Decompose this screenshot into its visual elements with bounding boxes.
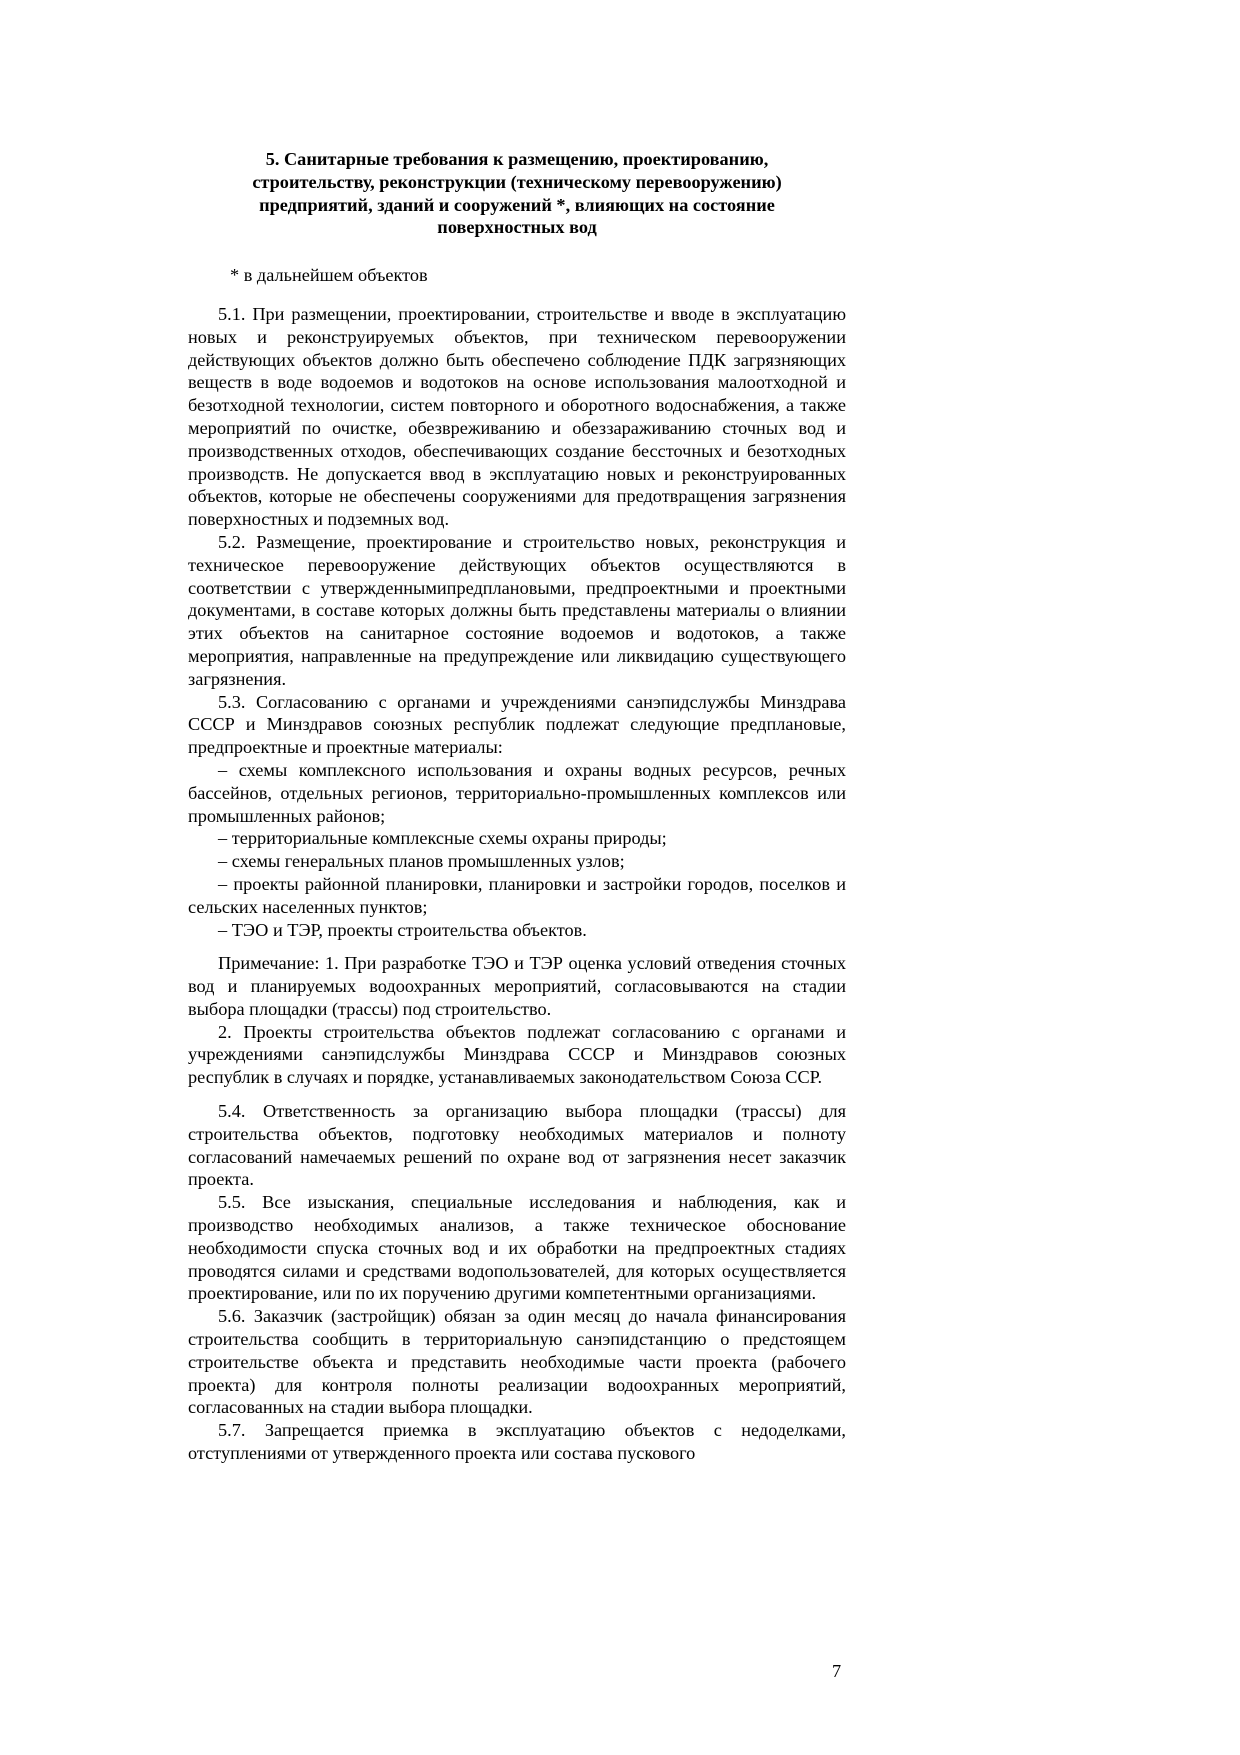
note-2: 2. Проекты строительства объектов подлежат согласованию с органами и учреждениями санэпидслужбы Минздрава СССР и Минздравов союзных республик в случаях и порядке, устанавливаемых законодательством Союза ССР. bbox=[188, 1021, 846, 1088]
heading-line: предприятий, зданий и сооружений *, влияющих на состояние bbox=[259, 194, 775, 215]
spacer bbox=[188, 1089, 846, 1100]
section-heading bbox=[188, 148, 846, 239]
list-item: – схемы комплексного использования и охраны водных ресурсов, речных бассейнов, отдельных регионов, территориально-промышленных комплексов или промышленных районов; bbox=[188, 759, 846, 826]
footnote: * в дальнейшем объектов bbox=[230, 265, 428, 286]
list-item: – схемы генеральных планов промышленных узлов; bbox=[218, 851, 625, 872]
page-number: 7 bbox=[832, 1661, 842, 1681]
list-item: – территориальные комплексные схемы охраны природы; bbox=[218, 828, 667, 849]
paragraph-5-5: 5.5. Все изыскания, специальные исследования и наблюдения, как и производство необходимых анализов, а также техническое обоснование необходимости спуска сточных вод и их обработки на предпроектных стадиях проводятся силами и средствами водопользователей, для которых осуществляется проектирование, или по их поручению другими компетентными организациями. bbox=[188, 1192, 846, 1304]
paragraph-5-2: 5.2. Размещение, проектирование и строительство новых, реконструкция и техническое перевооружение действующих объектов осуществляются в соответствии с утвержденнымипредплановыми, предпроектными и проектными документами, в составе которых должны быть представлены материалы о влиянии этих объектов на санитарное состояние водоемов и водотоков, а также мероприятия, направленные на предупреждение или ликвидацию существующего загрязнения. bbox=[188, 531, 846, 689]
note-1: Примечание: 1. При разработке ТЭО и ТЭР оценка условий отведения сточных вод и планируемых водоохранных мероприятий, согласовываются на стадии выбора площадки (трассы) под строительство. bbox=[188, 953, 846, 1019]
heading-line: поверхностных вод bbox=[437, 217, 597, 238]
list-item: – ТЭО и ТЭР, проекты строительства объектов. bbox=[218, 919, 587, 940]
list-item: – проекты районной планировки, планировки и застройки городов, поселков и сельских населенных пунктов; bbox=[188, 873, 846, 917]
heading-line: строительству, реконструкции (техническому перевооружению) bbox=[252, 171, 782, 192]
paragraph-5-4: 5.4. Ответственность за организацию выбора площадки (трассы) для строительства объектов, подготовку необходимых материалов и полноту согласований намечаемых решений по охране вод от загрязнения несет заказчик проекта. bbox=[188, 1101, 846, 1190]
paragraph-5-1: 5.1. При размещении, проектировании, строительстве и вводе в эксплуатацию новых и реконструируемых объектов, при техническом перевооружении действующих объектов должно быть обеспечено соблюдение ПДК загрязняющих веществ в воде водоемов и водотоков на основе использования малоотходной и безотходной технологии, систем повторного и оборотного водоснабжения, а также мероприятий по очистке, обезвреживанию и обеззараживанию сточных вод и производственных отходов, обеспечивающих создание бессточных и безотходных производств. Не допускается ввод в эксплуатацию новых и реконструированных объектов, которые не обеспечены сооружениями для предотвращения загрязнения поверхностных и подземных вод. bbox=[188, 303, 846, 530]
page-content bbox=[188, 148, 846, 1465]
paragraph-5-3: 5.3. Согласованию с органами и учреждениями санэпидслужбы Минздрава СССР и Минздравов союзных республик подлежат следующие предплановые, предпроектные и проектные материалы: bbox=[188, 691, 846, 758]
heading-line: 5. Санитарные требования к размещению, проектированию, bbox=[265, 149, 769, 169]
spacer bbox=[188, 941, 846, 952]
paragraph-5-6: 5.6. Заказчик (застройщик) обязан за один месяц до начала финансирования строительства сообщить в территориальную санэпидстанцию о предстоящем строительстве объекта и представить необходимые части проекта (рабочего проекта) для контроля полноты реализации водоохранных мероприятий, согласованных на стадии выбора площадки. bbox=[188, 1306, 846, 1418]
paragraph-5-7: 5.7. Запрещается приемка в эксплуатацию объектов с недоделками, отступлениями от утвержденного проекта или состава пускового bbox=[188, 1420, 846, 1464]
